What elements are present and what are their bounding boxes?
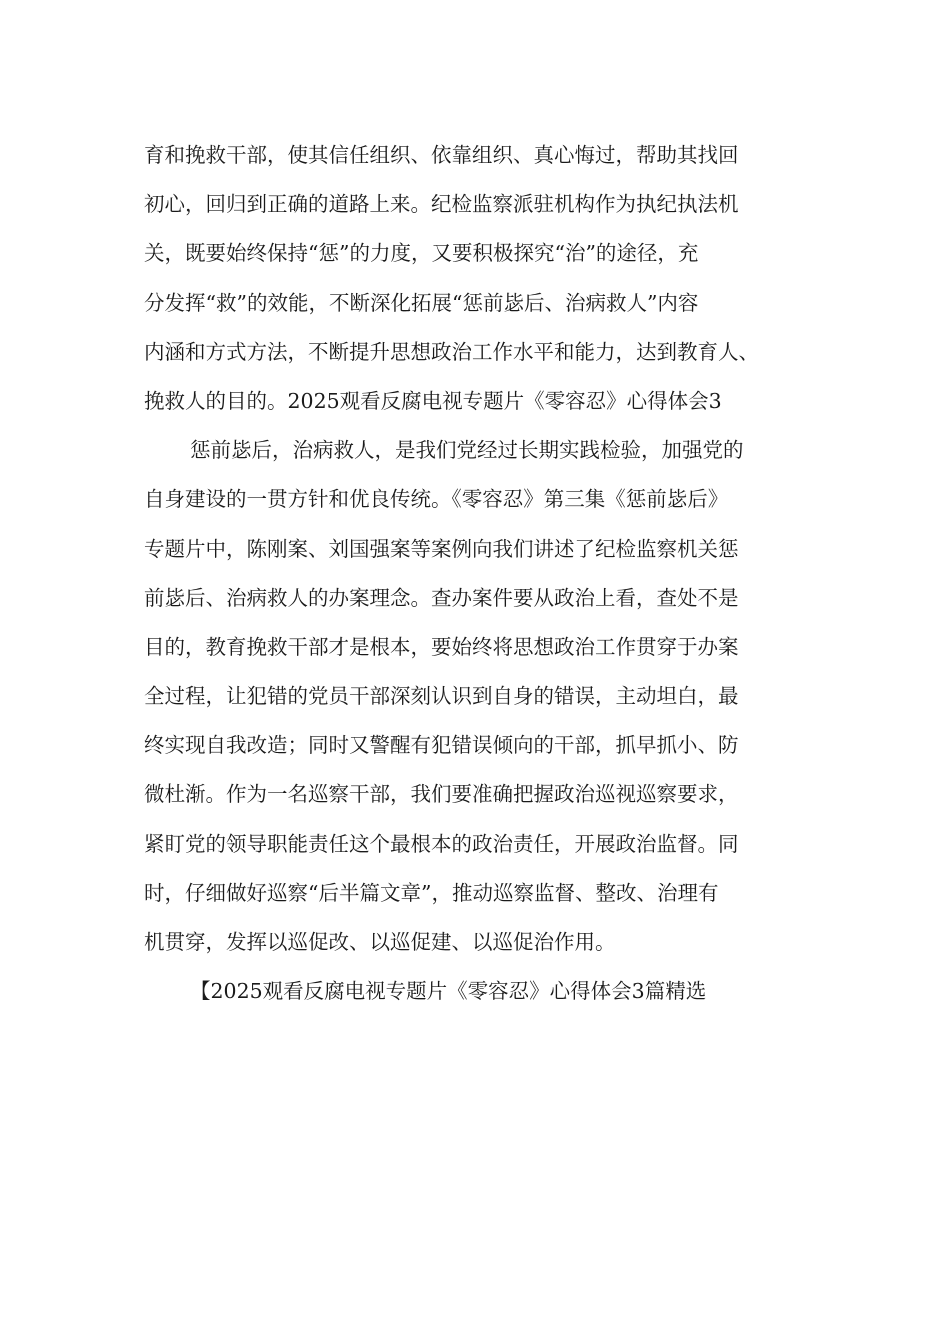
paragraph-line: 分发挥“救”的效能，不断深化拓展“惩前毖后、治病救人”内容 xyxy=(144,290,699,315)
paragraph-line: 机贯穿，发挥以巡促改、以巡促建、以巡促治作用。 xyxy=(144,930,616,954)
closing-line: 【2025观看反腐电视专题片《零容忍》心得体会3篇精选 xyxy=(190,979,707,1004)
paragraph-line: 内涵和方式方法，不断提升思想政治工作水平和能力，达到教育人、 xyxy=(144,339,759,364)
paragraph-line: 时，仔细做好巡察“后半篇文章”，推动巡察监督、整改、治理有 xyxy=(144,880,719,905)
paragraph-1 xyxy=(144,131,814,426)
paragraph-line: 挽救人的目的。2025观看反腐电视专题片《零容忍》心得体会3 xyxy=(144,388,722,413)
paragraph-line: 关，既要始终保持“惩”的力度，又要积极探究“治”的途径，充 xyxy=(144,241,699,266)
paragraph-line: 专题片中，陈刚案、刘国强案等案例向我们讲述了纪检监察机关惩 xyxy=(144,536,739,561)
paragraph-line: 初心，回归到正确的道路上来。纪检监察派驻机构作为执纪执法机 xyxy=(144,192,739,217)
paragraph-2 xyxy=(144,426,814,967)
paragraph-line: 全过程，让犯错的党员干部深刻认识到自身的错误，主动坦白，最 xyxy=(144,684,739,709)
paragraph-line: 前毖后、治病救人的办案理念。查办案件要从政治上看，查处不是 xyxy=(144,585,739,610)
document-body xyxy=(144,131,814,1016)
paragraph-line: 紧盯党的领导职能责任这个最根本的政治责任，开展政治监督。同 xyxy=(144,831,739,856)
paragraph-line: 自身建设的一贯方针和优良传统。《零容忍》第三集《惩前毖后》 xyxy=(144,487,729,512)
paragraph-line: 目的，教育挽救干部才是根本，要始终将思想政治工作贯穿于办案 xyxy=(144,634,739,659)
paragraph-line: 惩前毖后，治病救人，是我们党经过长期实践检验，加强党的 xyxy=(190,438,744,463)
closing-paragraph xyxy=(144,967,814,1016)
paragraph-line: 育和挽救干部，使其信任组织、依靠组织、真心悔过，帮助其找回 xyxy=(144,143,739,167)
paragraph-line: 微杜渐。作为一名巡察干部，我们要准确把握政治巡视巡察要求， xyxy=(144,782,739,807)
paragraph-line: 终实现自我改造；同时又警醒有犯错误倾向的干部，抓早抓小、防 xyxy=(144,733,739,758)
